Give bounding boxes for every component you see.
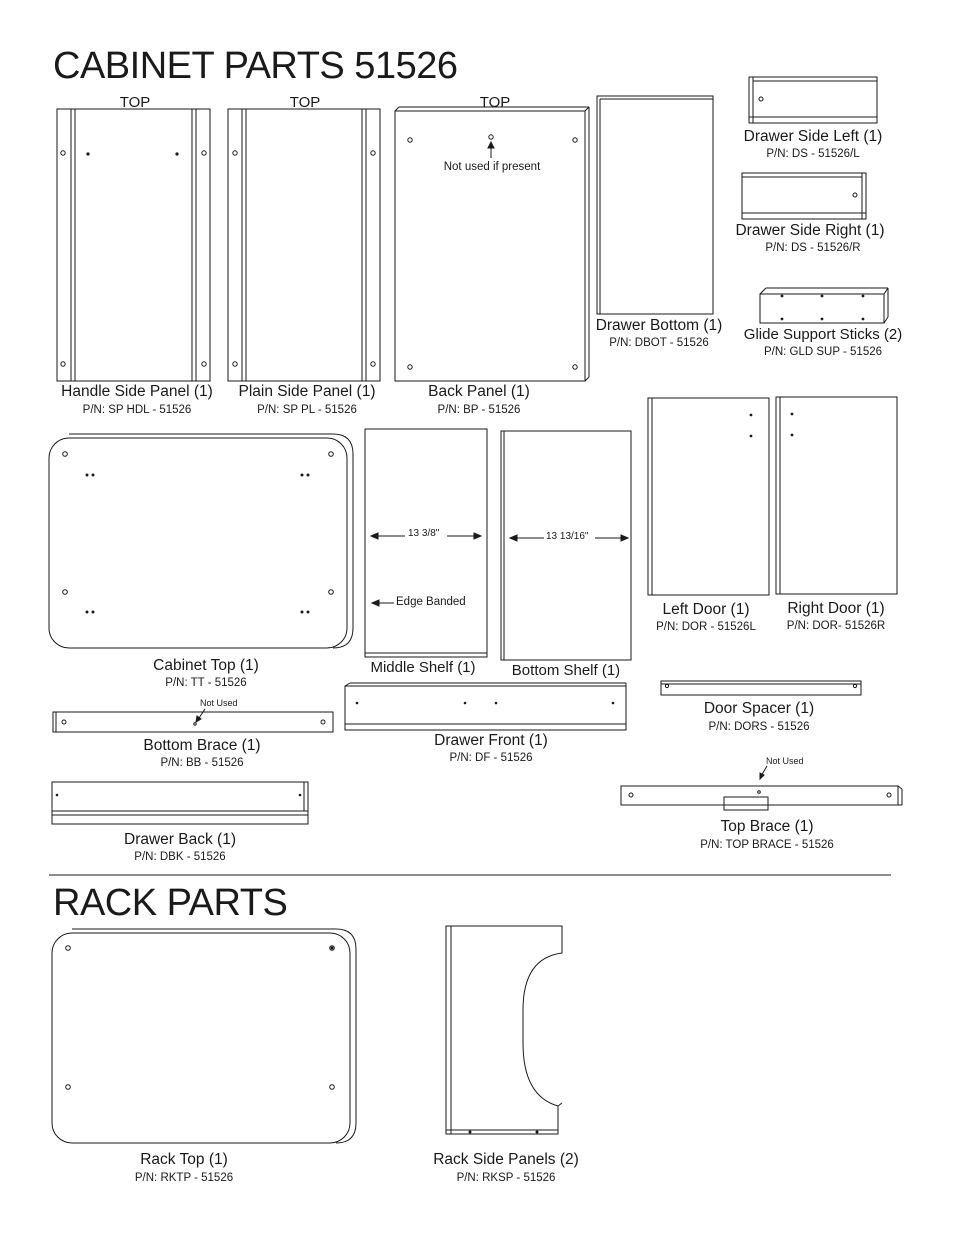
back-panel-top-label: TOP (479, 94, 511, 111)
rack-top-pn: P/N: RKTP - 51526 (134, 1172, 234, 1184)
back-panel-note: Not used if present (443, 161, 541, 173)
drawer-side-right-label: Drawer Side Right (1) (735, 222, 885, 239)
bottom-brace-pn: P/N: BB - 51526 (160, 757, 244, 769)
top-brace-note: Not Used (766, 756, 804, 766)
drawer-bottom-drawing (597, 96, 713, 314)
drawer-side-left-pn: P/N: DS - 51526/L (766, 148, 860, 160)
bottom-shelf-label: Bottom Shelf (1) (511, 662, 621, 679)
rack-top-label: Rack Top (1) (140, 1151, 228, 1168)
rack-side-panels-drawing (446, 926, 562, 1134)
cabinet-top-label: Cabinet Top (1) (153, 657, 259, 674)
drawer-side-right-drawing (742, 173, 866, 219)
bottom-brace-note: Not Used (200, 698, 238, 708)
left-door-drawing (648, 398, 769, 595)
top-brace-drawing (621, 766, 902, 810)
rack-parts-heading: RACK PARTS (53, 882, 288, 924)
top-brace-pn: P/N: TOP BRACE - 51526 (700, 839, 834, 851)
drawer-front-drawing (345, 683, 626, 730)
rack-side-panels-pn: P/N: RKSP - 51526 (456, 1172, 556, 1184)
handle-side-panel-label: Handle Side Panel (1) (61, 383, 213, 400)
cabinet-parts-heading: CABINET PARTS 51526 (53, 45, 458, 87)
right-door-drawing (776, 397, 897, 594)
back-panel-pn: P/N: BP - 51526 (437, 404, 521, 416)
left-door-pn: P/N: DOR - 51526L (656, 621, 756, 633)
plain-side-panel-label: Plain Side Panel (1) (238, 383, 376, 400)
door-spacer-drawing (661, 681, 861, 695)
rack-top-drawing (52, 929, 356, 1143)
handle-side-panel-drawing (57, 109, 210, 381)
plain-side-panel-pn: P/N: SP PL - 51526 (257, 404, 357, 416)
plain-side-panel-drawing (228, 109, 380, 381)
back-panel-label: Back Panel (1) (428, 383, 530, 400)
drawer-side-left-drawing (749, 77, 877, 123)
bottom-shelf-dimension: 13 13/16" (546, 531, 589, 542)
cabinet-top-drawing (49, 434, 353, 648)
plain-panel-top-label: TOP (289, 94, 321, 111)
left-door-label: Left Door (1) (662, 601, 750, 618)
drawer-front-label: Drawer Front (1) (434, 732, 548, 749)
right-door-label: Right Door (1) (787, 600, 885, 617)
bottom-shelf-drawing (501, 431, 631, 660)
handle-side-panel-pn: P/N: SP HDL - 51526 (82, 404, 192, 416)
drawer-back-pn: P/N: DBK - 51526 (134, 851, 226, 863)
handle-panel-top-label: TOP (119, 94, 151, 111)
glide-support-sticks-pn: P/N: GLD SUP - 51526 (763, 346, 883, 358)
top-brace-label: Top Brace (1) (720, 818, 814, 835)
drawer-bottom-label: Drawer Bottom (1) (595, 317, 723, 334)
middle-shelf-dimension: 13 3/8" (408, 528, 440, 539)
glide-support-sticks-drawing (760, 288, 888, 323)
drawer-back-label: Drawer Back (1) (124, 831, 236, 848)
right-door-pn: P/N: DOR- 51526R (786, 620, 886, 632)
middle-shelf-label: Middle Shelf (1) (370, 659, 476, 676)
bottom-brace-drawing (53, 709, 333, 732)
bottom-brace-label: Bottom Brace (1) (143, 737, 261, 754)
door-spacer-label: Door Spacer (1) (703, 700, 815, 717)
drawer-side-right-pn: P/N: DS - 51526/R (765, 242, 861, 254)
rack-side-panels-label: Rack Side Panels (2) (433, 1151, 579, 1168)
drawer-bottom-pn: P/N: DBOT - 51526 (609, 337, 709, 349)
edge-banded-note: Edge Banded (396, 596, 466, 608)
drawer-side-left-label: Drawer Side Left (1) (743, 128, 883, 145)
back-panel-drawing (395, 107, 589, 381)
drawer-back-drawing (52, 782, 308, 824)
drawer-front-pn: P/N: DF - 51526 (449, 752, 533, 764)
glide-support-sticks-label: Glide Support Sticks (2) (743, 326, 903, 343)
door-spacer-pn: P/N: DORS - 51526 (708, 721, 810, 733)
middle-shelf-drawing (365, 429, 487, 657)
cabinet-top-pn: P/N: TT - 51526 (165, 677, 247, 689)
